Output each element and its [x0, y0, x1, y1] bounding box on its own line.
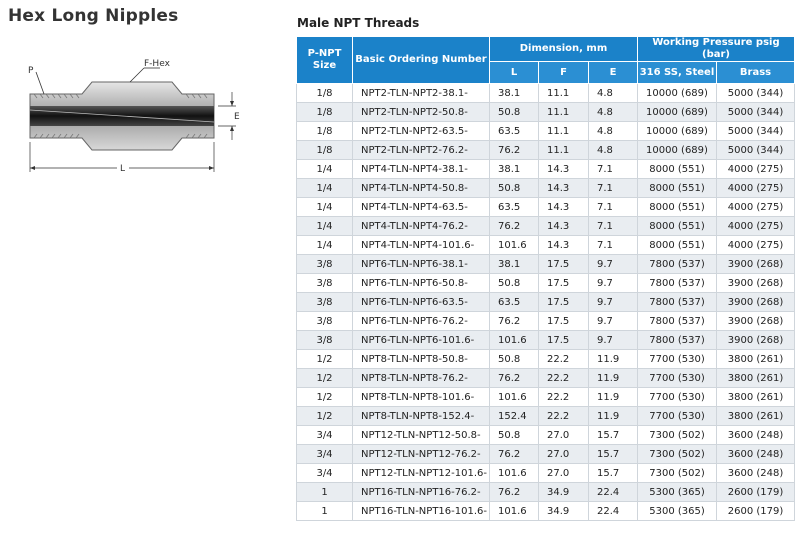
cell-l: 63.5: [490, 198, 539, 217]
table-row: [297, 464, 795, 483]
cell-brass: 3900 (268): [717, 255, 795, 274]
cell-ss: 7700 (530): [638, 369, 717, 388]
cell-brass: 3600 (248): [717, 464, 795, 483]
cell-l: 152.4: [490, 407, 539, 426]
cell-brass: 4000 (275): [717, 198, 795, 217]
cell-l: 38.1: [490, 160, 539, 179]
cell-f: 34.9: [539, 502, 589, 521]
header-e: E: [589, 62, 638, 84]
cell-l: 50.8: [490, 426, 539, 445]
cell-brass: 3800 (261): [717, 369, 795, 388]
page-title: Hex Long Nipples: [8, 6, 179, 26]
header-size: P-NPT Size: [297, 37, 353, 84]
cell-e: 15.7: [589, 426, 638, 445]
cell-e: 9.7: [589, 255, 638, 274]
cell-ss: 5300 (365): [638, 483, 717, 502]
cell-brass: 3900 (268): [717, 274, 795, 293]
cell-e: 15.7: [589, 464, 638, 483]
cell-size: 1/4: [297, 160, 353, 179]
cell-size: 1/4: [297, 179, 353, 198]
cell-l: 76.2: [490, 483, 539, 502]
cell-brass: 5000 (344): [717, 103, 795, 122]
cell-ordering: NPT4-TLN-NPT4-50.8-: [353, 179, 490, 198]
table-row: [297, 160, 795, 179]
cell-brass: 4000 (275): [717, 217, 795, 236]
table-row: [297, 141, 795, 160]
cell-size: 3/4: [297, 445, 353, 464]
cell-size: 3/8: [297, 331, 353, 350]
cell-ordering: NPT8-TLN-NPT8-101.6-: [353, 388, 490, 407]
cell-l: 50.8: [490, 179, 539, 198]
cell-l: 101.6: [490, 331, 539, 350]
cell-e: 9.7: [589, 331, 638, 350]
cell-l: 101.6: [490, 388, 539, 407]
cell-brass: 5000 (344): [717, 141, 795, 160]
cell-ordering: NPT2-TLN-NPT2-38.1-: [353, 84, 490, 103]
cell-size: 1/2: [297, 369, 353, 388]
cell-e: 11.9: [589, 388, 638, 407]
cell-e: 22.4: [589, 483, 638, 502]
header-dimension: Dimension, mm: [490, 37, 638, 62]
cell-f: 17.5: [539, 331, 589, 350]
cell-ordering: NPT16-TLN-NPT16-76.2-: [353, 483, 490, 502]
cell-ss: 10000 (689): [638, 84, 717, 103]
cell-size: 1/2: [297, 407, 353, 426]
table-row: [297, 312, 795, 331]
cell-e: 11.9: [589, 407, 638, 426]
cell-size: 1: [297, 502, 353, 521]
cell-ordering: NPT6-TLN-NPT6-50.8-: [353, 274, 490, 293]
cell-ss: 5300 (365): [638, 502, 717, 521]
section-title: Male NPT Threads: [297, 16, 420, 30]
cell-size: 1/8: [297, 84, 353, 103]
cell-f: 11.1: [539, 84, 589, 103]
cell-f: 11.1: [539, 141, 589, 160]
cell-ordering: NPT8-TLN-NPT8-50.8-: [353, 350, 490, 369]
spec-table-body: [297, 84, 795, 521]
cell-ss: 7300 (502): [638, 445, 717, 464]
cell-ss: 10000 (689): [638, 141, 717, 160]
hex-long-nipple-diagram: [22, 56, 262, 180]
cell-brass: 3800 (261): [717, 407, 795, 426]
cell-e: 7.1: [589, 236, 638, 255]
cell-l: 76.2: [490, 312, 539, 331]
cell-ordering: NPT6-TLN-NPT6-38.1-: [353, 255, 490, 274]
label-p: P: [28, 66, 34, 76]
table-row: [297, 217, 795, 236]
cell-f: 17.5: [539, 293, 589, 312]
table-row: [297, 198, 795, 217]
cell-f: 22.2: [539, 350, 589, 369]
cell-f: 34.9: [539, 483, 589, 502]
cell-brass: 4000 (275): [717, 160, 795, 179]
cell-size: 1/2: [297, 388, 353, 407]
cell-ordering: NPT8-TLN-NPT8-76.2-: [353, 369, 490, 388]
cell-f: 11.1: [539, 122, 589, 141]
cell-l: 76.2: [490, 445, 539, 464]
table-row: [297, 274, 795, 293]
cell-l: 38.1: [490, 84, 539, 103]
cell-e: 9.7: [589, 312, 638, 331]
cell-brass: 2600 (179): [717, 483, 795, 502]
cell-e: 11.9: [589, 369, 638, 388]
cell-ss: 10000 (689): [638, 122, 717, 141]
cell-f: 22.2: [539, 388, 589, 407]
cell-f: 14.3: [539, 179, 589, 198]
cell-ordering: NPT12-TLN-NPT12-50.8-: [353, 426, 490, 445]
cell-ss: 7700 (530): [638, 350, 717, 369]
cell-size: 1/8: [297, 103, 353, 122]
cell-brass: 5000 (344): [717, 84, 795, 103]
cell-ordering: NPT16-TLN-NPT16-101.6-: [353, 502, 490, 521]
cell-brass: 3600 (248): [717, 426, 795, 445]
cell-ss: 7800 (537): [638, 255, 717, 274]
table-row: [297, 369, 795, 388]
cell-ordering: NPT4-TLN-NPT4-63.5-: [353, 198, 490, 217]
header-l: L: [490, 62, 539, 84]
cell-l: 101.6: [490, 502, 539, 521]
cell-f: 14.3: [539, 236, 589, 255]
cell-size: 3/8: [297, 255, 353, 274]
cell-e: 7.1: [589, 217, 638, 236]
cell-size: 1/4: [297, 198, 353, 217]
table-row: [297, 350, 795, 369]
cell-e: 4.8: [589, 122, 638, 141]
cell-brass: 4000 (275): [717, 236, 795, 255]
cell-ss: 10000 (689): [638, 103, 717, 122]
cell-l: 63.5: [490, 293, 539, 312]
label-e: E: [234, 112, 240, 122]
header-f: F: [539, 62, 589, 84]
cell-ss: 7800 (537): [638, 274, 717, 293]
cell-f: 14.3: [539, 160, 589, 179]
cell-e: 9.7: [589, 274, 638, 293]
header-pressure: Working Pressure psig (bar): [638, 37, 795, 62]
cell-e: 4.8: [589, 84, 638, 103]
cell-l: 76.2: [490, 369, 539, 388]
cell-f: 17.5: [539, 274, 589, 293]
table-row: [297, 84, 795, 103]
cell-ordering: NPT2-TLN-NPT2-50.8-: [353, 103, 490, 122]
table-row: [297, 179, 795, 198]
cell-brass: 3800 (261): [717, 350, 795, 369]
cell-l: 50.8: [490, 350, 539, 369]
cell-ordering: NPT6-TLN-NPT6-101.6-: [353, 331, 490, 350]
header-ss: 316 SS, Steel: [638, 62, 717, 84]
cell-e: 4.8: [589, 141, 638, 160]
cell-l: 63.5: [490, 122, 539, 141]
cell-f: 22.2: [539, 369, 589, 388]
table-row: [297, 502, 795, 521]
cell-f: 27.0: [539, 426, 589, 445]
table-row: [297, 331, 795, 350]
cell-size: 1: [297, 483, 353, 502]
cell-size: 3/8: [297, 312, 353, 331]
table-row: [297, 236, 795, 255]
cell-e: 7.1: [589, 179, 638, 198]
table-row: [297, 445, 795, 464]
cell-e: 7.1: [589, 160, 638, 179]
cell-brass: 3900 (268): [717, 293, 795, 312]
label-l: L: [120, 164, 126, 174]
cell-size: 3/4: [297, 464, 353, 483]
cell-brass: 4000 (275): [717, 179, 795, 198]
cell-brass: 3800 (261): [717, 388, 795, 407]
cell-ordering: NPT6-TLN-NPT6-63.5-: [353, 293, 490, 312]
label-fhex: F-Hex: [144, 59, 170, 69]
table-row: [297, 293, 795, 312]
cell-e: 11.9: [589, 350, 638, 369]
cell-ss: 8000 (551): [638, 198, 717, 217]
cell-ss: 7300 (502): [638, 426, 717, 445]
table-row: [297, 255, 795, 274]
cell-f: 22.2: [539, 407, 589, 426]
cell-f: 17.5: [539, 255, 589, 274]
cell-ordering: NPT12-TLN-NPT12-101.6-: [353, 464, 490, 483]
cell-ordering: NPT12-TLN-NPT12-76.2-: [353, 445, 490, 464]
cell-ss: 8000 (551): [638, 160, 717, 179]
cell-l: 101.6: [490, 464, 539, 483]
cell-size: 1/8: [297, 141, 353, 160]
cell-e: 22.4: [589, 502, 638, 521]
cell-f: 17.5: [539, 312, 589, 331]
cell-brass: 2600 (179): [717, 502, 795, 521]
cell-ss: 7700 (530): [638, 407, 717, 426]
cell-ordering: NPT2-TLN-NPT2-76.2-: [353, 141, 490, 160]
table-row: [297, 103, 795, 122]
cell-ordering: NPT2-TLN-NPT2-63.5-: [353, 122, 490, 141]
cell-ss: 7800 (537): [638, 331, 717, 350]
spec-table: [296, 36, 795, 521]
cell-brass: 3900 (268): [717, 312, 795, 331]
cell-ordering: NPT4-TLN-NPT4-38.1-: [353, 160, 490, 179]
cell-l: 50.8: [490, 103, 539, 122]
cell-ordering: NPT8-TLN-NPT8-152.4-: [353, 407, 490, 426]
cell-e: 4.8: [589, 103, 638, 122]
cell-size: 1/8: [297, 122, 353, 141]
cell-brass: 5000 (344): [717, 122, 795, 141]
table-row: [297, 122, 795, 141]
cell-f: 14.3: [539, 217, 589, 236]
table-row: [297, 388, 795, 407]
cell-f: 11.1: [539, 103, 589, 122]
cell-size: 1/4: [297, 217, 353, 236]
cell-size: 3/4: [297, 426, 353, 445]
table-row: [297, 483, 795, 502]
cell-ss: 7300 (502): [638, 464, 717, 483]
cell-l: 76.2: [490, 141, 539, 160]
cell-size: 1/2: [297, 350, 353, 369]
table-row: [297, 407, 795, 426]
cell-ss: 8000 (551): [638, 236, 717, 255]
cell-brass: 3900 (268): [717, 331, 795, 350]
cell-brass: 3600 (248): [717, 445, 795, 464]
cell-f: 27.0: [539, 445, 589, 464]
cell-l: 38.1: [490, 255, 539, 274]
header-ordering: Basic Ordering Number: [353, 37, 490, 84]
cell-f: 27.0: [539, 464, 589, 483]
cell-ss: 7800 (537): [638, 312, 717, 331]
cell-e: 9.7: [589, 293, 638, 312]
cell-ss: 8000 (551): [638, 179, 717, 198]
cell-ordering: NPT4-TLN-NPT4-101.6-: [353, 236, 490, 255]
cell-ss: 7800 (537): [638, 293, 717, 312]
cell-f: 14.3: [539, 198, 589, 217]
cell-l: 101.6: [490, 236, 539, 255]
cell-size: 1/4: [297, 236, 353, 255]
header-brass: Brass: [717, 62, 795, 84]
cell-size: 3/8: [297, 293, 353, 312]
cell-e: 7.1: [589, 198, 638, 217]
cell-ss: 7700 (530): [638, 388, 717, 407]
cell-e: 15.7: [589, 445, 638, 464]
cell-ordering: NPT4-TLN-NPT4-76.2-: [353, 217, 490, 236]
cell-size: 3/8: [297, 274, 353, 293]
cell-ordering: NPT6-TLN-NPT6-76.2-: [353, 312, 490, 331]
table-row: [297, 426, 795, 445]
cell-ss: 8000 (551): [638, 217, 717, 236]
cell-l: 76.2: [490, 217, 539, 236]
cell-l: 50.8: [490, 274, 539, 293]
